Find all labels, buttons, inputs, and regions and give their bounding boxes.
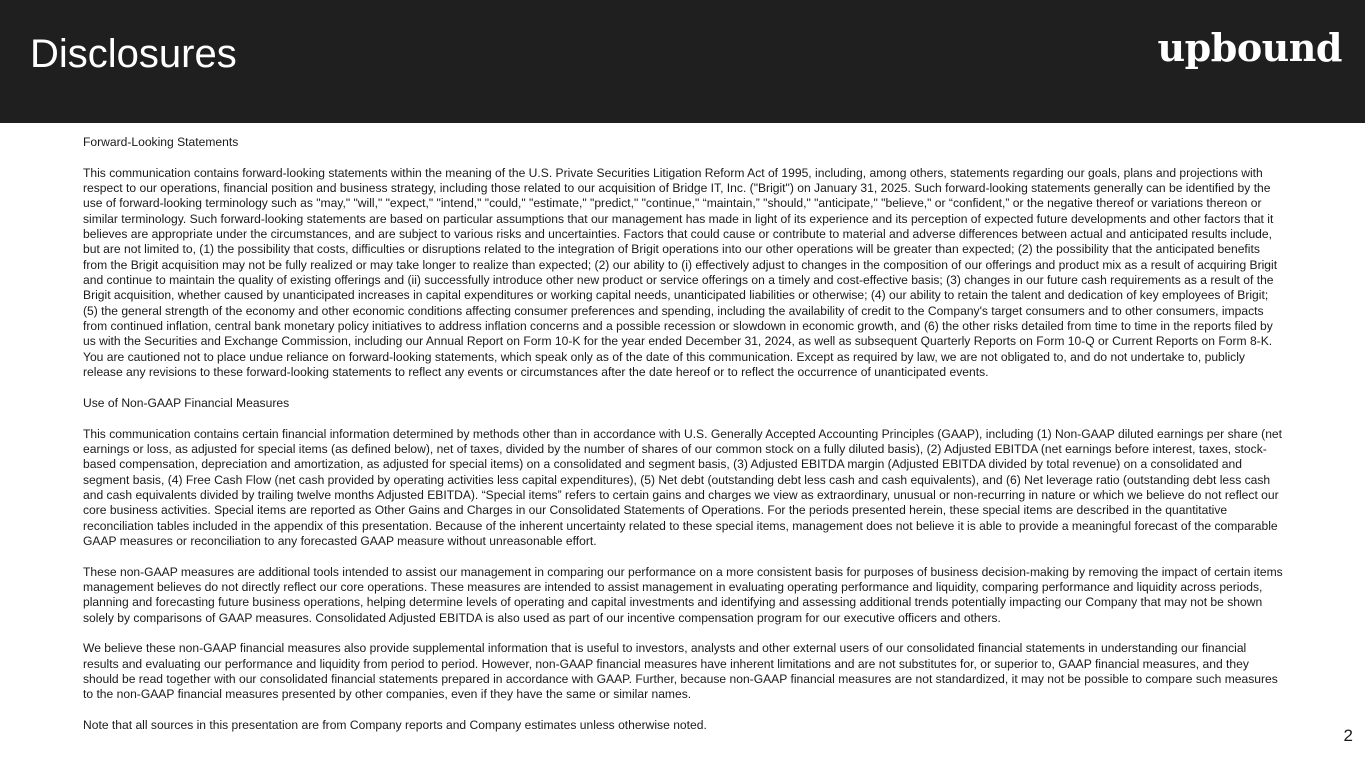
forward-looking-heading: Forward-Looking Statements [83,135,239,149]
non-gaap-paragraph-3: We believe these non-GAAP financial measures also provide supplemental information that is useful to investors, analysts and other external users of our consolidated financial statements in understanding our financial results and evaluating our performance and liquidity from period to period. However, non-GAAP financial measures have inherent limitations and are not substitutes for, or superior to, GAAP financial measures, and they should be read together with our consolidated financial statements prepared in accordance with GAAP. Further, because non-GAAP financial measures are not standardized, it may not be possible to compare such measures to the non-GAAP financial measures presented by other companies, even if they have the same or similar names. [83,641,1278,702]
non-gaap-heading: Use of Non-GAAP Financial Measures [83,395,290,410]
non-gaap-paragraph-1: This communication contains certain financial information determined by methods other than in accordance with U.S. Generally Accepted Accounting Principles (GAAP), including (1) Non-GAAP diluted earnings per share (net earnings or loss, as adjusted for special items (as defined below), net of taxes, divided by the number of shares of our common stock on a fully diluted basis), (2) Adjusted EBITDA (net earnings before interest, taxes, stock-based compensation, depreciation and amortization, as adjusted for special items) on a consolidated and segment basis, (3) Adjusted EBITDA margin (Adjusted EBITDA divided by total revenue) on a consolidated and segment basis, (4) Free Cash Flow (net cash provided by operating activities less capital expenditures), (5) Net debt (outstanding debt less cash and cash equivalents), and (6) Net leverage ratio (outstanding debt less cash and cash equivalents divided by trailing twelve months Adjusted EBITDA). “Special items” refers to certain gains and charges we view as extraordinary, unusual or non-recurring in nature or which we believe do not reflect our core business activities. Special items are reported as Other Gains and Charges in our Consolidated Statements of Operations. For the periods presented herein, these special items are described in the quantitative reconciliation tables included in the appendix of this presentation. Because of the inherent uncertainty related to these special items, management does not believe it is able to provide a meaningful forecast of the comparable GAAP measures or reconciliation to any forecasted GAAP measure without unreasonable effort. [83,426,1283,548]
sources-note: Note that all sources in this presentation are from Company reports and Company estimates unless otherwise noted. [83,718,707,733]
header-bar [0,0,1365,123]
upbound-logo: upbound [1157,25,1342,70]
page-number: 2 [1343,726,1353,745]
forward-looking-paragraph: This communication contains forward-looking statements within the meaning of the U.S. Private Securities Litigation Reform Act of 1995, including, among others, statements regarding our goals, plans and projections with respect to our operations, financial position and business strategy, including those related to our acquisition of Bridge IT, Inc. ("Brigit") on January 31, 2025. Such forward-looking statements generally can be identified by the use of forward-looking terminology such as "may," "will," "expect," "intend," "could," "estimate," "predict," "continue," “maintain,” "should," "anticipate," "believe," or “confident,” or the negative thereof or variations thereon or similar terminology. Such forward-looking statements are based on particular assumptions that our management has made in light of its experience and its perception of expected future developments and other factors that it believes are appropriate under the circumstances, and are subject to various risks and uncertainties. Factors that could cause or contribute to material and adverse differences between actual and anticipated results include, but are not limited to, (1) the possibility that costs, difficulties or disruptions related to the integration of Brigit operations into our other operations will be greater than expected; (2) the possibility that the anticipated benefits from the Brigit acquisition may not be fully realized or may take longer to realize than expected; (2) our ability to (i) effectively adjust to changes in the composition of our offerings and product mix as a result of acquiring Brigit and continue to maintain the quality of existing offerings and (ii) successfully introduce other new product or service offerings on a timely and cost-effective basis; (3) changes in our future cash requirements as a result of the Brigit acquisition, whether caused by unanticipated increases in capital expenditures or working capital needs, unanticipated liabilities or otherwise; (4) our ability to retain the talent and dedication of key employees of Brigit; (5) the general strength of the economy and other economic conditions affecting consumer preferences and spending, including the availability of credit to the Company's target consumers and to other consumers, impacts from continued inflation, central bank monetary policy initiatives to address inflation concerns and a possible recession or slowdown in economic growth, and (6) the other risks detailed from time to time in the reports filed by us with the Securities and Exchange Commission, including our Annual Report on Form 10-K for the year ended December 31, 2024, as well as subsequent Quarterly Reports on Form 10-Q or Current Reports on Form 8-K. You are cautioned not to place undue reliance on forward-looking statements, which speak only as of the date of this communication. Except as required by law, we are not obligated to, and do not undertake to, publicly release any revisions to these forward-looking statements to reflect any events or circumstances after the date hereof or to reflect the occurrence of unanticipated events. [83,165,1278,380]
page-title: Disclosures [30,32,237,76]
disclosures-content [83,135,1285,749]
non-gaap-paragraph-2: These non-GAAP measures are additional tools intended to assist our management in comparing our performance on a more consistent basis for purposes of business decision-making by removing the impact of certain items management believes do not directly reflect our core operations. These measures are intended to assist management in evaluating operating performance and liquidity, comparing performance and liquidity across periods, planning and forecasting future business operations, helping determine levels of operating and capital investments and identifying and assessing additional trends potentially impacting our Company that may not be shown solely by comparisons of GAAP measures. Consolidated Adjusted EBITDA is also used as part of our incentive compensation program for our executive officers and others. [83,564,1283,625]
